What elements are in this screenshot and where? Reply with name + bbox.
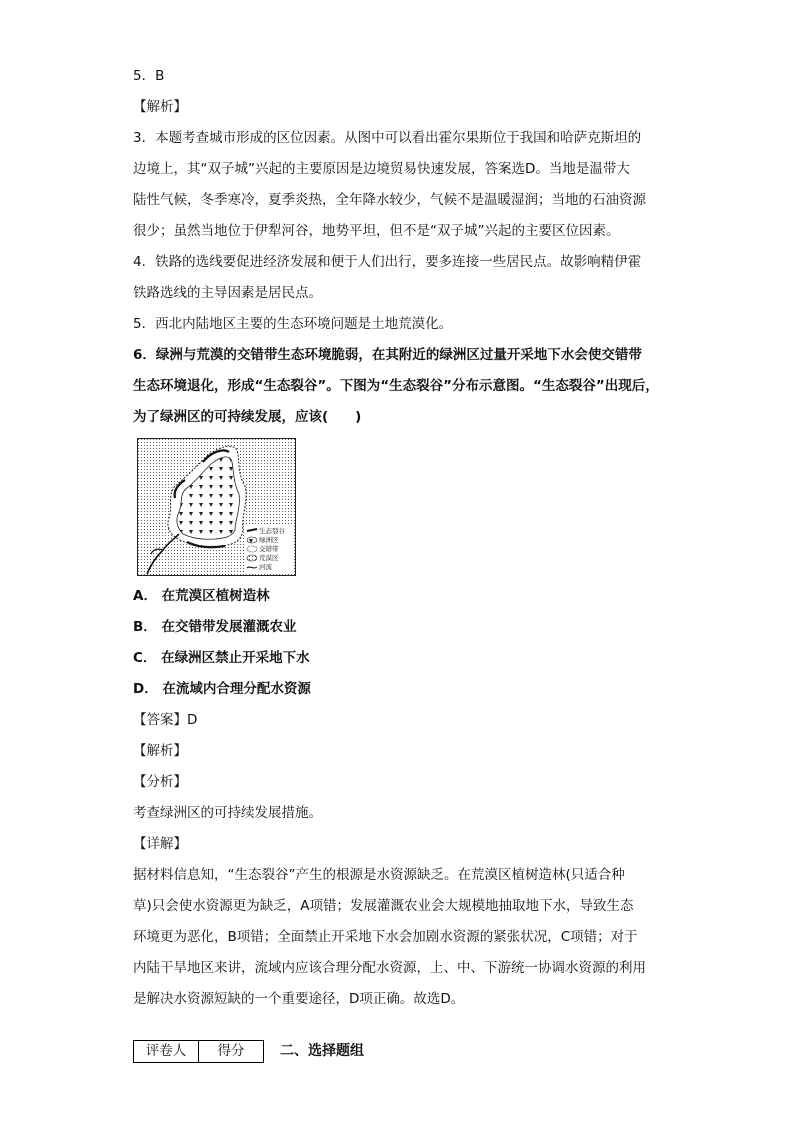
grading-table <box>133 1040 264 1063</box>
legend-label: 生态裂谷 <box>259 527 285 535</box>
legend-label: 绿洲区 <box>259 536 279 544</box>
legend-label: 河流 <box>259 563 272 571</box>
fenxi-heading: 【分析】 <box>133 774 187 790</box>
analysis-heading: 【解析】 <box>133 743 187 759</box>
legend-label: 荒漠区 <box>259 554 279 562</box>
text-line: 内陆干旱地区来讲，流域内应该合理分配水资源，上、中、下游统一协调水资源的利用 <box>133 960 646 976</box>
option-b: B． 在交错带发展灌溉农业 <box>133 619 297 635</box>
text-line: 草)只会使水资源更为缺乏，A项错；发展灌溉农业会大规模地抽取地下水，导致生态 <box>133 898 634 914</box>
legend-label: 交错带 <box>259 545 279 553</box>
text-line: 4．铁路的选线要促进经济发展和便于人们出行，要多连接一些居民点。故影响精伊霍 <box>133 254 642 270</box>
text-line: 很少；虽然当地位于伊犁河谷，地势平坦，但不是“双子城”兴起的主要区位因素。 <box>133 223 620 239</box>
text-line: 铁路选线的主导因素是居民点。 <box>133 285 322 301</box>
option-a: A． 在荒漠区植树造林 <box>133 588 270 604</box>
detail-heading: 【详解】 <box>133 836 187 852</box>
answer-label: 【答案】D <box>133 712 198 728</box>
text-line: 是解决水资源短缺的一个重要途径，D项正确。故选D。 <box>133 991 465 1007</box>
text-line: 据材料信息知，“生态裂谷”产生的根源是水资源缺乏。在荒漠区植树造林(只适合种 <box>133 867 625 883</box>
option-d: D． 在流域内合理分配水资源 <box>133 681 311 697</box>
question-6-line: 生态环境退化，形成“生态裂谷”。下图为“生态裂谷”分布示意图。“生态裂谷”出现后， <box>133 378 659 394</box>
legend <box>245 524 293 572</box>
option-c: C． 在绿洲区禁止开采地下水 <box>133 650 310 666</box>
analysis-heading: 【解析】 <box>133 99 187 115</box>
text-line: 5．西北内陆地区主要的生态环境问题是土地荒漠化。 <box>133 316 453 332</box>
text-line: 3．本题考查城市形成的区位因素。从图中可以看出霍尔果斯位于我国和哈萨克斯坦的 <box>133 130 642 146</box>
text-line: 边境上，其“双子城”兴起的主要原因是边境贸易快速发展，答案选D。当地是温带大 <box>133 161 630 177</box>
question-6-line: 6．绿洲与荒漠的交错带生态环境脆弱，在其附近的绿洲区过量开采地下水会使交错带 <box>133 347 642 363</box>
text-line: 环境更为恶化，B项错；全面禁止开采地下水会加剧水资源的紧张状况，C项错；对于 <box>133 929 638 945</box>
section-title: 二、选择题组 <box>280 1043 364 1059</box>
answer-line-5: 5．B <box>133 68 165 84</box>
score-cell: 得分 <box>198 1041 263 1062</box>
text-line: 陆性气候，冬季寒冷，夏季炎热，全年降水较少，气候不是温暖湿润；当地的石油资源 <box>133 192 646 208</box>
reviewer-cell: 评卷人 <box>145 1043 187 1059</box>
text-line: 考查绿洲区的可持续发展措施。 <box>133 805 322 821</box>
ecological-rift-map <box>137 438 296 576</box>
question-6-line: 为了绿洲区的可持续发展，应该( ) <box>133 409 362 425</box>
